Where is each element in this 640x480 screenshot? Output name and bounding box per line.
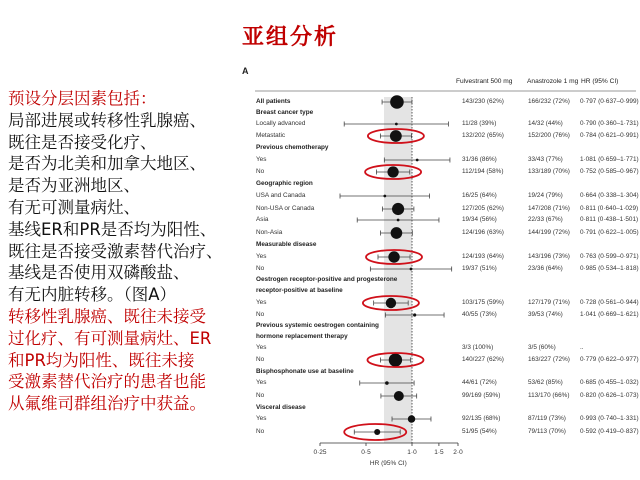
factor-line: 有无内脏转移。（图A） xyxy=(8,285,177,305)
factor-line: 既往是否接受激素替代治疗、 xyxy=(8,241,223,261)
anastrozole-value: 22/33 (67%) xyxy=(528,216,563,223)
anastrozole-value: 53/62 (85%) xyxy=(528,379,563,386)
row-label: Yes xyxy=(256,156,267,163)
factor-line: 基线是否使用双磷酸盐、 xyxy=(8,263,190,283)
row-label: No xyxy=(256,356,265,363)
fulvestrant-value: 51/95 (54%) xyxy=(462,428,497,435)
fulvestrant-value: 103/175 (59%) xyxy=(462,299,504,306)
fulvestrant-value: 124/196 (63%) xyxy=(462,229,504,236)
row-label: Yes xyxy=(256,253,267,260)
hr-value: 0·985 (0·534–1·818) xyxy=(580,265,639,272)
anastrozole-value: 14/32 (44%) xyxy=(528,120,563,127)
subgroup-header: receptor-positive at baseline xyxy=(256,287,343,294)
subgroup-header: Measurable disease xyxy=(256,241,317,248)
factor-line: 既往是否接受化疗、 xyxy=(8,132,157,152)
hr-value: 0·811 (0·640–1·029) xyxy=(580,205,639,212)
subgroup-header: Visceral disease xyxy=(256,404,306,411)
figure-label: A xyxy=(242,66,249,76)
hr-value: 0·811 (0·438–1·501) xyxy=(580,216,639,223)
hr-value: 1·081 (0·659–1·771) xyxy=(580,156,639,163)
row-label: Non-Asia xyxy=(256,229,283,236)
x-tick-label: 1·5 xyxy=(434,449,444,456)
column-header-hr: HR (95% CI) xyxy=(581,78,619,85)
anastrozole-value: 19/24 (79%) xyxy=(528,192,563,199)
anastrozole-value: 3/5 (60%) xyxy=(528,344,556,351)
factor-line: 局部进展或转移性乳腺癌、 xyxy=(8,110,206,130)
fulvestrant-value: 31/36 (86%) xyxy=(462,156,497,163)
row-label: Asia xyxy=(256,216,269,223)
column-header-anastrozole: Anastrozole 1 mg xyxy=(527,78,579,85)
row-label: Yes xyxy=(256,299,267,306)
subgroup-header: hormone replacement therapy xyxy=(256,333,348,340)
subgroup-header: Bisphosphonate use at baseline xyxy=(256,368,354,375)
hr-value: 0·592 (0·419–0·837) xyxy=(580,428,639,435)
row-label: Yes xyxy=(256,415,267,422)
x-tick-label: 1·0 xyxy=(407,449,417,456)
fulvestrant-value: 99/169 (59%) xyxy=(462,392,501,399)
factor-line: 基线ER和PR是否均为阳性、 xyxy=(8,219,217,239)
anastrozole-value: 144/199 (72%) xyxy=(528,229,570,236)
column-header-fulvestrant: Fulvestrant 500 mg xyxy=(456,78,513,85)
hr-value: 0·664 (0·338–1·304) xyxy=(580,192,639,199)
anastrozole-value: 79/113 (70%) xyxy=(528,428,566,435)
anastrozole-value: 113/170 (66%) xyxy=(528,392,570,399)
x-tick-label: 0·5 xyxy=(361,449,371,456)
row-label: USA and Canada xyxy=(256,192,306,199)
fulvestrant-value: 11/28 (39%) xyxy=(462,120,497,127)
hr-value: 0·790 (0·360–1·731) xyxy=(580,120,639,127)
fulvestrant-value: 143/230 (62%) xyxy=(462,98,504,105)
subgroup-header: Oestrogen receptor-positive and progesterone xyxy=(256,276,398,283)
fulvestrant-value: 44/61 (72%) xyxy=(462,379,497,386)
anastrozole-value: 39/53 (74%) xyxy=(528,311,563,318)
fulvestrant-value: 19/34 (56%) xyxy=(462,216,497,223)
row-label: Non-USA or Canada xyxy=(256,205,315,212)
hr-value: 0·685 (0·455–1·032) xyxy=(580,379,639,386)
conclusion-line: 从氟维司群组治疗中获益。 xyxy=(8,394,206,414)
hr-value: .. xyxy=(580,344,584,351)
x-tick-label: 2·0 xyxy=(453,449,463,456)
fulvestrant-value: 40/55 (73%) xyxy=(462,311,497,318)
row-label: No xyxy=(256,392,265,399)
slide-title: 亚组分析 xyxy=(241,25,338,50)
fulvestrant-value: 132/202 (65%) xyxy=(462,132,504,139)
anastrozole-value: 133/189 (70%) xyxy=(528,168,570,175)
conclusion-line: 受激素替代治疗的患者也能 xyxy=(8,372,206,392)
fulvestrant-value: 112/194 (58%) xyxy=(462,168,504,175)
anastrozole-value: 33/43 (77%) xyxy=(528,156,563,163)
hr-value: 0·993 (0·740–1·331) xyxy=(580,415,639,422)
conclusion-line: 和PR均为阳性、既往未接 xyxy=(8,350,195,370)
hr-value: 0·728 (0·561–0·944) xyxy=(580,299,639,306)
row-label: All patients xyxy=(256,98,291,105)
hr-value: 0·791 (0·622–1·005) xyxy=(580,229,639,236)
subgroup-header: Previous chemotherapy xyxy=(256,144,329,151)
x-axis-label: HR (95% CI) xyxy=(369,460,407,467)
factor-line: 有无可测量病灶、 xyxy=(8,197,140,217)
row-label: No xyxy=(256,311,265,318)
x-tick-label: 0·25 xyxy=(313,449,327,456)
anastrozole-value: 127/179 (71%) xyxy=(528,299,570,306)
factor-line: 是否为北美和加拿大地区、 xyxy=(8,154,206,174)
hr-value: 0·763 (0·599–0·971) xyxy=(580,253,639,260)
hr-value: 1·041 (0·669–1·621) xyxy=(580,311,639,318)
hr-value: 0·752 (0·585–0·967) xyxy=(580,168,639,175)
subgroup-header: Geographic region xyxy=(256,180,313,187)
hr-value: 0·784 (0·621–0·991) xyxy=(580,132,639,139)
fulvestrant-value: 124/193 (64%) xyxy=(462,253,504,260)
row-label: No xyxy=(256,428,265,435)
hr-value: 0·797 (0·637–0·999) xyxy=(580,98,639,105)
fulvestrant-value: 19/37 (51%) xyxy=(462,265,497,272)
fulvestrant-value: 140/227 (62%) xyxy=(462,356,504,363)
conclusion-line: 转移性乳腺癌、既往未接受 xyxy=(8,306,206,326)
factor-line: 是否为亚洲地区、 xyxy=(8,176,140,196)
hr-value: 0·820 (0·626–1·073) xyxy=(580,392,639,399)
anastrozole-value: 143/196 (73%) xyxy=(528,253,570,260)
subgroup-header: Breast cancer type xyxy=(256,109,314,116)
anastrozole-value: 166/232 (72%) xyxy=(528,98,570,105)
fulvestrant-value: 127/205 (62%) xyxy=(462,205,504,212)
row-label: No xyxy=(256,265,265,272)
anastrozole-value: 163/227 (72%) xyxy=(528,356,570,363)
fulvestrant-value: 3/3 (100%) xyxy=(462,344,494,351)
row-label: Yes xyxy=(256,379,267,386)
row-label: Yes xyxy=(256,344,267,351)
row-label: Metastatic xyxy=(256,132,286,139)
conclusion-line: 过化疗、有可测量病灶、ER xyxy=(8,328,212,348)
row-label: No xyxy=(256,168,265,175)
subgroup-header: Previous systemic oestrogen containing xyxy=(256,322,379,329)
fulvestrant-value: 92/135 (68%) xyxy=(462,415,501,422)
anastrozole-value: 87/119 (73%) xyxy=(528,415,566,422)
anastrozole-value: 23/36 (64%) xyxy=(528,265,563,272)
anastrozole-value: 147/208 (71%) xyxy=(528,205,570,212)
anastrozole-value: 152/200 (76%) xyxy=(528,132,570,139)
intro-line: 预设分层因素包括： xyxy=(8,89,157,108)
hr-value: 0·779 (0·622–0·977) xyxy=(580,356,639,363)
fulvestrant-value: 16/25 (64%) xyxy=(462,192,497,199)
row-label: Locally advanced xyxy=(256,120,306,127)
